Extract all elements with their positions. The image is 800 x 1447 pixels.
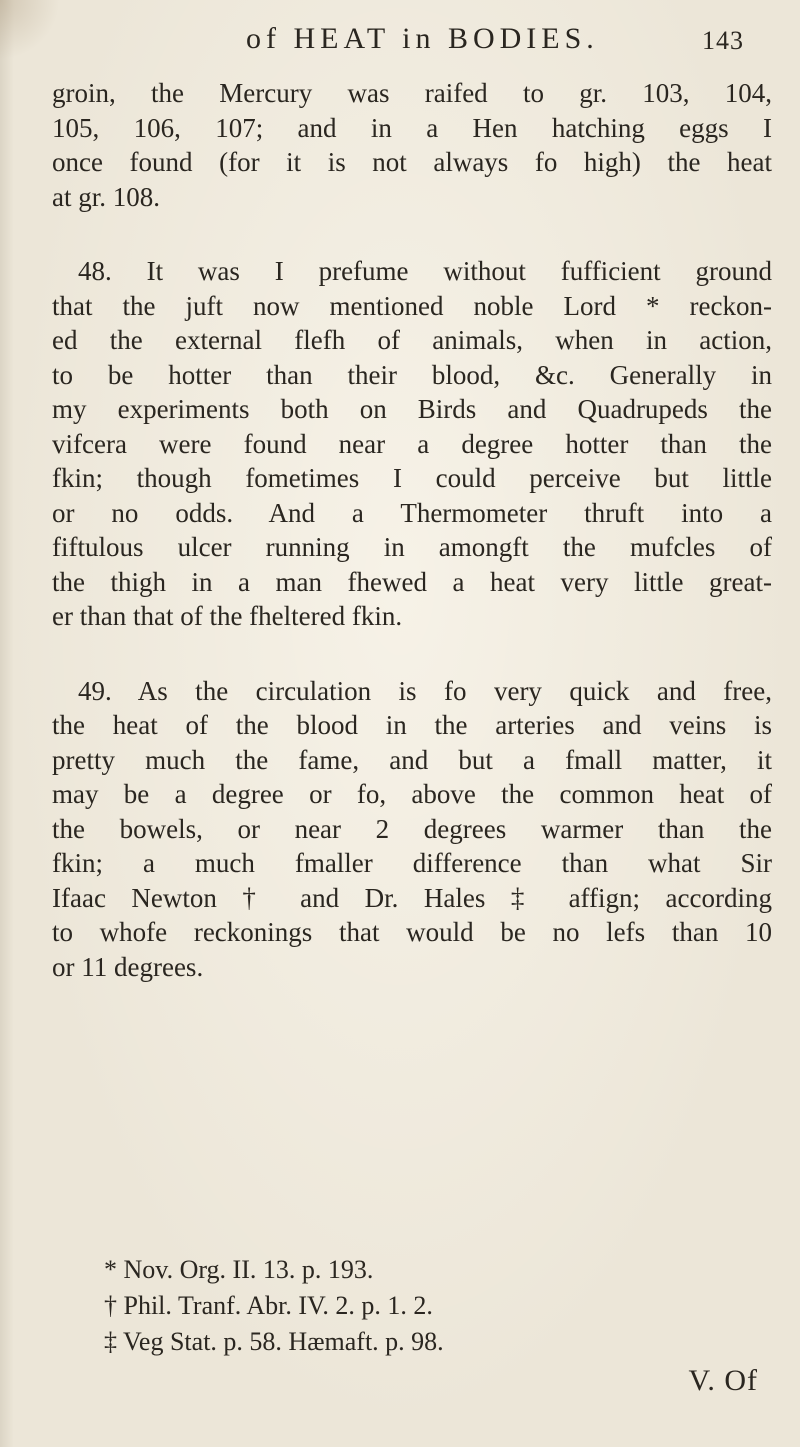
footnote: † Phil. Tranf. Abr. IV. 2. p. 1. 2. xyxy=(104,1291,433,1320)
text-line: the thigh in a man fhewed a heat very little great- xyxy=(52,566,772,597)
footnote: * Nov. Org. II. 13. p. 193. xyxy=(104,1255,374,1284)
text-line: pretty much the fame, and but a fmall matter, it xyxy=(52,744,772,775)
paragraph-gap xyxy=(52,214,772,254)
text-line: or 11 degrees. xyxy=(52,951,204,982)
text-line: once found (for it is not always fo high) the heat xyxy=(52,147,772,177)
text-line: fiftulous ulcer running in amongft the mufcles of xyxy=(52,532,772,562)
text-line: at gr. 108. xyxy=(52,181,160,212)
text-line: groin, the Mercury was raifed to gr. 103, 104, xyxy=(52,78,772,108)
text-line: ed the external flefh of animals, when in action, xyxy=(52,325,772,355)
text-line: my experiments both on Birds and Quadrupeds the xyxy=(52,394,772,424)
catchword: V. Of xyxy=(688,1364,758,1397)
paragraph-gap xyxy=(52,634,772,674)
running-title: of HEAT in BODIES. xyxy=(246,22,599,55)
text-line: er than that of the fheltered fkin. xyxy=(52,601,403,631)
text-line: 48. It was I prefume without fufficient ground xyxy=(78,256,772,286)
text-line: the heat of the blood in the arteries and veins is xyxy=(52,710,772,740)
text-line: to whofe reckonings that would be no lefs than 10 xyxy=(52,917,772,947)
footnotes xyxy=(104,1252,724,1360)
text-line: fkin; a much fmaller difference than what Sir xyxy=(52,848,772,878)
page-number: 143 xyxy=(702,26,744,55)
text-line: may be a degree or fo, above the common heat of xyxy=(52,779,772,809)
text-line: the bowels, or near 2 degrees warmer than the xyxy=(52,813,772,844)
text-line: vifcera were found near a degree hotter than the xyxy=(52,428,772,459)
text-line: to be hotter than their blood, &c. Generally in xyxy=(52,359,772,390)
body-text xyxy=(52,76,772,984)
text-line: Ifaac Newton † and Dr. Hales ‡ affign; according xyxy=(52,882,772,913)
text-line: fkin; though fometimes I could perceive but little xyxy=(52,463,772,493)
text-line: that the juft now mentioned noble Lord * reckon- xyxy=(52,290,772,321)
footnote: ‡ Veg Stat. p. 58. Hæmaft. p. 98. xyxy=(104,1327,444,1356)
text-line: or no odds. And a Thermometer thruft into a xyxy=(52,497,772,528)
page-header xyxy=(0,22,800,68)
text-line: 49. As the circulation is fo very quick and free, xyxy=(78,675,772,706)
page-edge-shadow xyxy=(0,0,14,1447)
text-line: 105, 106, 107; and in a Hen hatching eggs I xyxy=(52,112,772,143)
